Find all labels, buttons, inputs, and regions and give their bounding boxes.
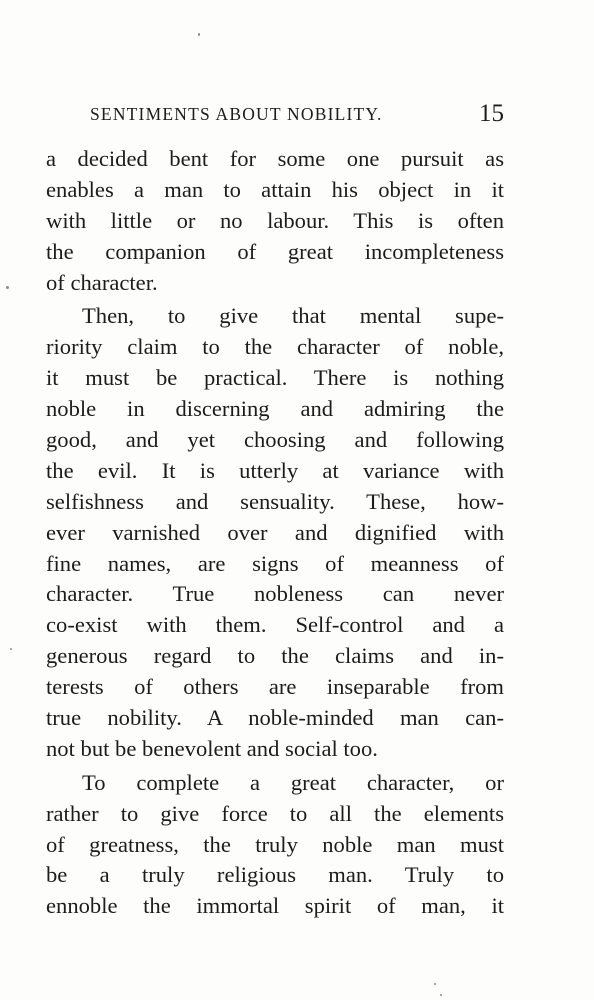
text-line: character. True nobleness can never [46, 581, 504, 607]
text-line: enables a man to attain his object in it [46, 176, 504, 202]
text-line: a decided bent for some one pursuit as [46, 146, 504, 171]
text-line: Then, to give that mental supe- [82, 303, 504, 329]
text-line: fine names, are signs of meanness of [46, 550, 504, 576]
paper-speck [10, 648, 12, 650]
text-line: ever varnished over and dignified with [46, 519, 504, 545]
text-line: generous regard to the claims and in- [46, 643, 504, 669]
text-line: be a truly religious man. Truly to [46, 862, 504, 888]
paragraph-3 [46, 767, 504, 921]
paper-speck [6, 286, 9, 289]
paragraph-1 [46, 143, 504, 297]
text-line: it must be practical. There is nothing [46, 365, 504, 391]
paragraph-2 [46, 300, 504, 763]
paper-speck [198, 33, 200, 36]
text-line: To complete a great character, or [82, 769, 504, 795]
text-line: ennoble the immortal spirit of man, it [46, 893, 504, 919]
body-text [46, 143, 504, 921]
text-line: of greatness, the truly noble man must [46, 831, 504, 857]
text-line: the companion of great incompleteness [46, 238, 504, 264]
paper-speck [440, 994, 442, 996]
paper-speck [434, 983, 436, 985]
text-line: with little or no labour. This is often [46, 207, 504, 233]
running-title: SENTIMENTS ABOUT NOBILITY. [90, 104, 383, 124]
page-number: 15 [479, 100, 504, 127]
text-line: the evil. It is utterly at variance with [46, 457, 504, 483]
text-line: co-exist with them. Self-control and a [46, 612, 504, 638]
text-line: riority claim to the character of noble, [46, 334, 504, 360]
text-line: good, and yet choosing and following [46, 427, 504, 453]
text-line: rather to give force to all the elements [46, 800, 504, 826]
text-line: noble in discerning and admiring the [46, 396, 504, 422]
text-line: selfishness and sensuality. These, how- [46, 488, 504, 514]
text-line: terests of others are inseparable from [46, 674, 504, 700]
text-line: true nobility. A noble-minded man can- [46, 705, 504, 731]
text-line: of character. [46, 269, 158, 295]
text-line: not but be benevolent and social too. [46, 735, 378, 761]
running-head [90, 102, 514, 132]
